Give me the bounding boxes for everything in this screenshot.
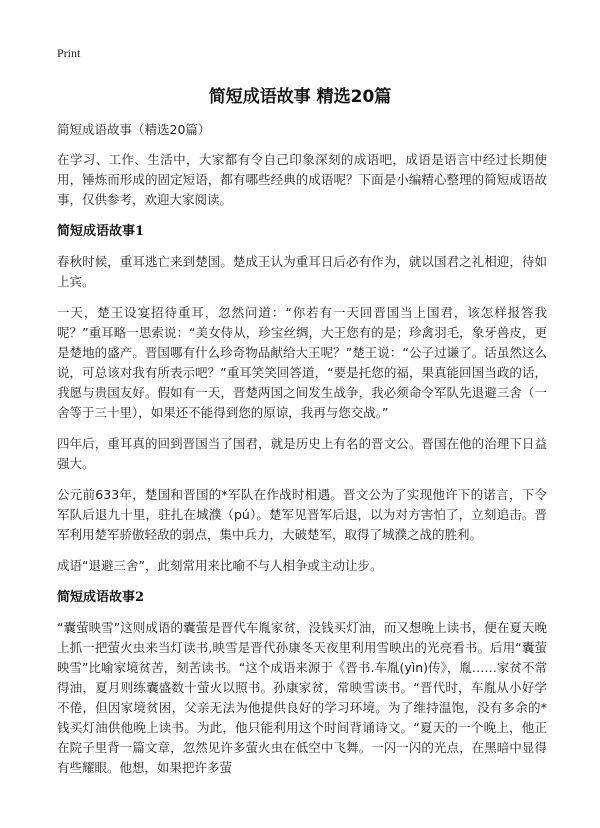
section-2-paragraph: “囊萤映雪”这则成语的囊萤是晋代车胤家贫，没钱买灯油，而又想晚上读书，便在夏天晚上抓一把萤火虫来当灯读书,映雪是晋代孙康冬天夜里利用雪映出的光亮看书。后用“囊萤映雪”比喻家境贫苦，刻苦读书。“这个成语来源于《晋书.车胤(yìn)传》，胤……家贫不常得油，夏月则练囊盛数十萤火以照书。孙康家贫，常映雪读书。“晋代时，车胤从小好学不倦，但因家境贫困，父亲无法为他提供良好的学习环境。为了维持温饱，没有多余的*钱买灯油供他晚上读书。为此，他只能利用这个时间背诵诗文。“夏天的一个晚上，他正在院子里背一篇文章，忽然见许多萤火虫在低空中飞舞。一闪一闪的光点，在黑暗中显得有些耀眼。他想，如果把许多萤 bbox=[57, 620, 547, 775]
section-heading-text: 简短成语故事 bbox=[57, 224, 136, 239]
section-heading-2 bbox=[57, 588, 547, 608]
section-1-paragraph: 四年后，重耳真的回到晋国当了国君，就是历史上有名的晋文公。晋国在他的治理下日益强大。 bbox=[57, 436, 547, 471]
intro-paragraph: 在学习、工作、生活中，大家都有令自己印象深刻的成语吧，成语是语言中经过长期使用，锤炼而形成的固定短语，都有哪些经典的成语呢？下面是小编精心整理的简短成语故事，仅供参考，欢迎大家阅读。 bbox=[57, 152, 547, 207]
section-heading-text: 简短成语故事 bbox=[57, 590, 136, 605]
document-subtitle: 简短成语故事（精选20篇） bbox=[57, 122, 211, 137]
section-1-paragraph: 公元前633年，楚国和晋国的*军队在作战时相遇。晋文公为了实现他许下的诺言，下令军队后退九十里，驻扎在城濮（pú）。楚军见晋军后退，以为对方害怕了，立刻追击。晋军利用楚军骄傲轻敌的弱点，集中兵力，大破楚军，取得了城濮之战的胜利。 bbox=[57, 487, 547, 542]
document-body bbox=[57, 120, 547, 789]
section-heading-1 bbox=[57, 222, 547, 242]
section-number: 1 bbox=[135, 224, 145, 239]
section-1-paragraph: 一天，楚王设宴招待重耳，忽然问道：“你若有一天回晋国当上国君，该怎样报答我呢？”重耳略一思索说：“美女侍从，珍宝丝绸，大王您有的是；珍禽羽毛，象牙兽皮，更是楚地的盛产。晋国哪有什么珍奇物品献给大王呢？”楚王说：“公子过谦了。话虽然这么说，可总该对我有所表示吧？”重耳笑笑回答道，“要是托您的福，果真能回国当政的话，我愿与贵国友好。假如有一天，晋楚两国之间发生战争，我必须命令军队先退避三舍（一舍等于三十里），如果还不能得到您的原谅，我再与您交战。” bbox=[57, 305, 547, 420]
section-1-paragraph: 成语“退避三舍”，此刻常用来比喻不与人相争或主动让步。 bbox=[57, 558, 383, 573]
page-title: 简短成语故事 精选20篇 bbox=[208, 87, 392, 107]
print-link[interactable]: Print bbox=[57, 46, 81, 60]
section-number: 2 bbox=[135, 590, 145, 605]
section-1-paragraph: 春秋时候，重耳逃亡来到楚国。楚成王认为重耳日后必有作为，就以国君之礼相迎，待如上宾。 bbox=[57, 254, 547, 289]
